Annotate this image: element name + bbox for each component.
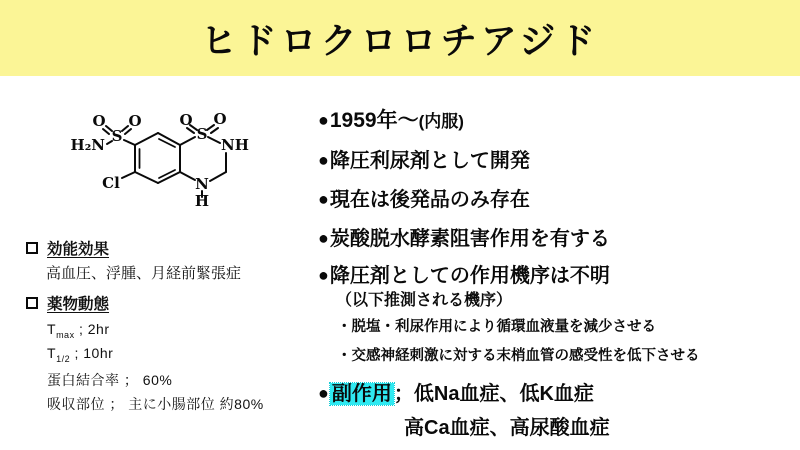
bullet-icon: ● [318,383,329,403]
sub-bullet-desalting: ・脱塩・利尿作用により循環血液量を減少させる [337,319,656,335]
checkbox-icon [26,242,38,254]
heading-pharmacokinetics: 薬物動態 [47,296,110,313]
bullet-generic-only-text: 現在は後発品のみ存在 [329,189,530,211]
bullet-developed [318,144,530,173]
pk-tmax-value: ; 2hr [74,321,110,337]
side-effect-rest: ；低Na血症、低K血症 [393,383,594,405]
pk-absorption-site: 吸収部位 ； 主に小腸部位 約80% [47,396,264,412]
bullet-side-effects [318,377,594,406]
bullet-icon: ● [318,189,329,209]
molecule-structure [50,95,250,217]
efficacy-body: 高血圧、浮腫、月経前緊張症 [46,265,242,282]
side-effect-highlight: 副作用 [331,383,392,405]
atom-label-o1: O [92,112,106,130]
bullet-carbonic-anhydrase-text: 炭酸脱水酵素阻害作用を有する [329,228,610,250]
bullet-developed-text: 降圧利尿剤として開発 [329,150,530,172]
bullet-year-text: 1959年～ [329,109,419,132]
pk-protein-binding: 蛋白結合率 ； 60% [47,372,173,388]
pk-tmax-base: T [47,321,57,337]
sub-bullet-sympathetic: ・交感神経刺激に対する末梢血管の感受性を低下させる [337,348,700,364]
atom-label-o2: O [128,112,142,130]
bullet-icon: ● [318,265,329,285]
heading-efficacy: 効能効果 [47,241,110,258]
pk-tmax-sub: max [56,329,75,340]
pk-thalf-base: T [47,345,57,361]
atom-label-o3: O [179,111,193,129]
bullet-mechanism-unknown-text: 降圧剤としての作用機序は不明 [329,265,610,287]
bullet-year [318,104,464,134]
atom-label-h2n: H₂N [70,136,105,154]
pk-thalf [47,345,113,364]
atom-label-n: N [195,175,209,193]
bullet-generic-only [318,183,530,212]
page-title: ヒドロクロロチアジド [200,19,600,61]
pk-thalf-sub: 1/2 [56,353,71,364]
section-efficacy-heading [26,237,109,259]
checkbox-icon [26,297,38,309]
mechanism-paren-note: （以下推測される機序） [336,292,513,309]
bullet-icon: ● [318,110,329,130]
bullet-year-note: (内服) [418,112,464,131]
bullet-icon: ● [318,150,329,170]
atom-label-o4: O [213,110,227,128]
pk-tmax [47,321,109,340]
bullet-carbonic-anhydrase [318,222,610,251]
atom-label-h: H [194,192,210,210]
bullet-icon: ● [318,228,329,248]
atom-label-s2: S [196,125,208,143]
atom-label-s1: S [111,127,123,145]
section-pk-heading [26,292,109,314]
atom-label-cl: Cl [102,174,120,192]
bullet-mechanism-unknown [318,259,610,288]
side-effect-continuation: 高Ca血症、高尿酸血症 [404,417,610,439]
atom-label-nh: NH [221,136,249,154]
title-banner [0,0,800,76]
pk-thalf-value: ; 10hr [70,345,114,361]
